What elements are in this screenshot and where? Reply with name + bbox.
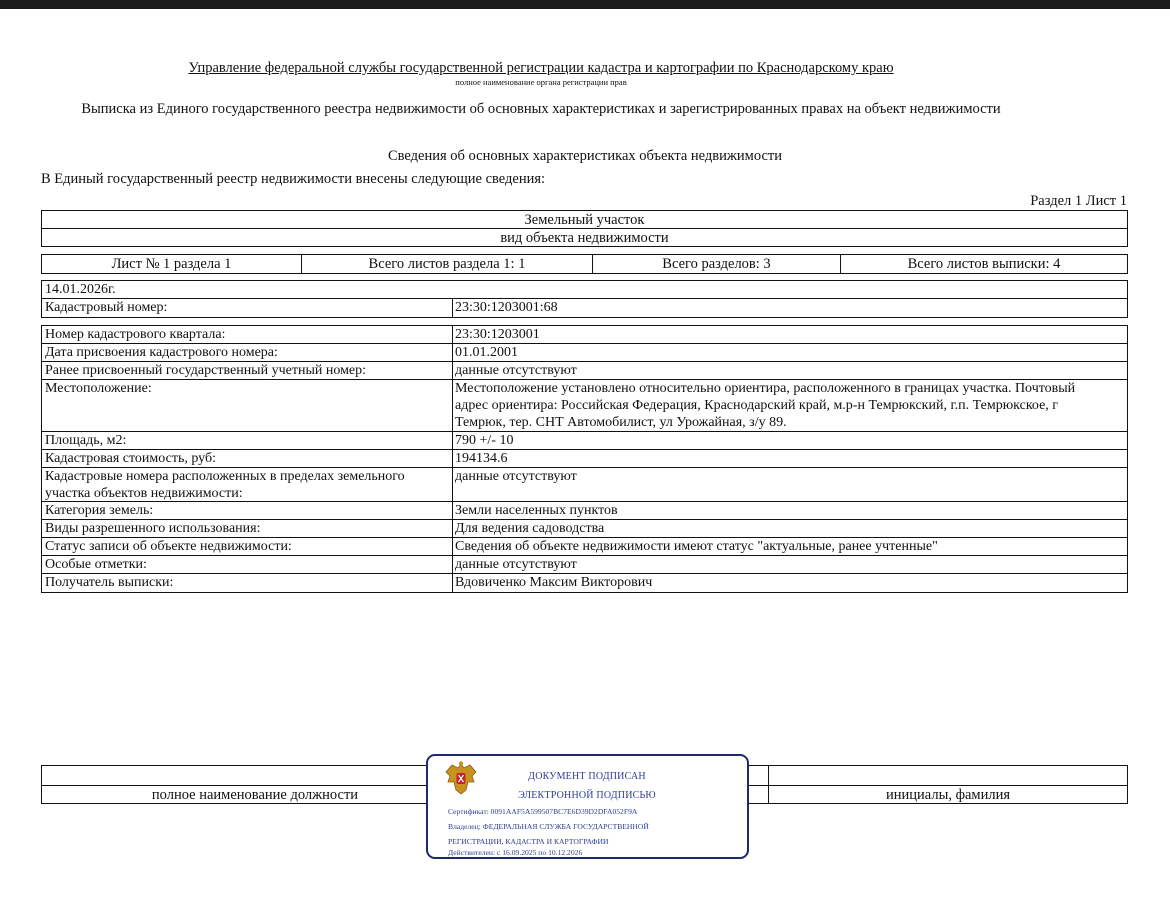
table-row bbox=[41, 573, 1128, 593]
object-type-box bbox=[41, 210, 1128, 247]
stamp-certificate: Сертификат: 0091AAF5A599507BC7E6D39D2DFA052F9A bbox=[448, 807, 638, 816]
date-row bbox=[41, 280, 1128, 298]
field-value: Для ведения садоводства bbox=[455, 521, 605, 536]
sheets-in-section: Всего листов раздела 1: 1 bbox=[368, 256, 526, 272]
registration-authority-caption: полное наименование органа регистрации прав bbox=[455, 77, 627, 87]
cadastral-number-value: 23:30:1203001:68 bbox=[455, 300, 558, 315]
field-label: Кадастровые номера расположенных в пределах земельного участка объектов недвижимости: bbox=[45, 469, 405, 501]
table-row bbox=[41, 361, 1128, 379]
field-label: Площадь, м2: bbox=[45, 433, 127, 448]
stamp-validity: Действителен: с 16.09.2025 по 10.12.2026 bbox=[448, 848, 583, 857]
stamp-line-2: ЭЛЕКТРОННОЙ ПОДПИСЬЮ bbox=[518, 790, 656, 801]
field-value: 790 +/- 10 bbox=[455, 433, 514, 448]
table-row bbox=[41, 449, 1128, 467]
field-value: данные отсутствуют bbox=[455, 363, 577, 378]
top-edge-bar bbox=[0, 0, 1170, 9]
field-label: Категория земель: bbox=[45, 503, 154, 518]
field-label: Виды разрешенного использования: bbox=[45, 521, 261, 536]
object-type-caption: вид объекта недвижимости bbox=[500, 230, 669, 246]
table-row bbox=[41, 501, 1128, 519]
field-label: Кадастровая стоимость, руб: bbox=[45, 451, 216, 466]
field-value: 194134.6 bbox=[455, 451, 508, 466]
table-row bbox=[41, 537, 1128, 555]
cadastral-number-row bbox=[41, 298, 1128, 318]
table-row bbox=[41, 343, 1128, 361]
field-value: Земли населенных пунктов bbox=[455, 503, 618, 518]
section-sheet-label: Раздел 1 Лист 1 bbox=[1030, 193, 1127, 209]
field-value: 01.01.2001 bbox=[455, 345, 518, 360]
location-value: Местоположение установлено относительно ориентира, расположенного в границах участка. Почтовый адрес ориентира: Российская Федерация, Краснодарский край, м.р-н Темрюкский, г.п. Темрюкское, г Темрюк, тер. СНТ Автомобилист, ул Урожайная, з/у 89. bbox=[455, 381, 1076, 430]
stamp-line-1: ДОКУМЕНТ ПОДПИСАН bbox=[528, 771, 646, 782]
field-label: Номер кадастрового квартала: bbox=[45, 327, 226, 342]
field-value: данные отсутствуют bbox=[455, 469, 577, 484]
sheets-total: Всего листов выписки: 4 bbox=[907, 256, 1061, 272]
field-label: Особые отметки: bbox=[45, 557, 147, 572]
field-label: Местоположение: bbox=[45, 381, 152, 396]
field-value: данные отсутствуют bbox=[455, 557, 577, 572]
stamp-owner-line-2: РЕГИСТРАЦИИ, КАДАСТРА И КАРТОГРАФИИ bbox=[448, 837, 609, 846]
section-title: Сведения об основных характеристиках объекта недвижимости bbox=[387, 148, 783, 164]
sheets-info-row bbox=[41, 254, 1128, 274]
stamp-owner-line-1: Владелец: ФЕДЕРАЛЬНАЯ СЛУЖБА ГОСУДАРСТВЕННОЙ bbox=[448, 822, 649, 831]
field-value: 23:30:1203001 bbox=[455, 327, 540, 342]
table-row bbox=[41, 519, 1128, 537]
object-type: Земельный участок bbox=[524, 212, 645, 228]
cadastral-number-label: Кадастровый номер: bbox=[45, 300, 168, 315]
field-label: Ранее присвоенный государственный учетный номер: bbox=[45, 363, 367, 378]
sections-total: Всего разделов: 3 bbox=[662, 256, 771, 272]
recipient-value: Вдовиченко Максим Викторович bbox=[455, 575, 653, 590]
position-caption: полное наименование должности bbox=[151, 787, 359, 803]
table-row bbox=[41, 325, 1128, 343]
field-label: Статус записи об объекте недвижимости: bbox=[45, 539, 292, 554]
intro-text: В Единый государственный реестр недвижимости внесены следующие сведения: bbox=[41, 171, 546, 187]
table-row bbox=[41, 467, 1128, 501]
field-value: Сведения об объекте недвижимости имеют статус "актуальные, ранее учтенные" bbox=[455, 539, 938, 554]
name-caption: инициалы, фамилия bbox=[885, 787, 1011, 803]
field-label: Получатель выписки: bbox=[45, 575, 174, 590]
table-row bbox=[41, 379, 1128, 431]
electronic-signature-stamp bbox=[426, 754, 749, 859]
extract-date: 14.01.2026г. bbox=[45, 282, 116, 297]
extract-title: Выписка из Единого государственного реестра недвижимости об основных характеристиках и зарегистрированных правах на объект недвижимости bbox=[81, 101, 1001, 117]
table-row bbox=[41, 555, 1128, 573]
field-label: Дата присвоения кадастрового номера: bbox=[45, 345, 278, 360]
table-row bbox=[41, 431, 1128, 449]
registration-authority-name: Управление федеральной службы государственной регистрации кадастра и картографии по Краснодарскому краю bbox=[188, 60, 894, 76]
sheet-number: Лист № 1 раздела 1 bbox=[111, 256, 232, 272]
